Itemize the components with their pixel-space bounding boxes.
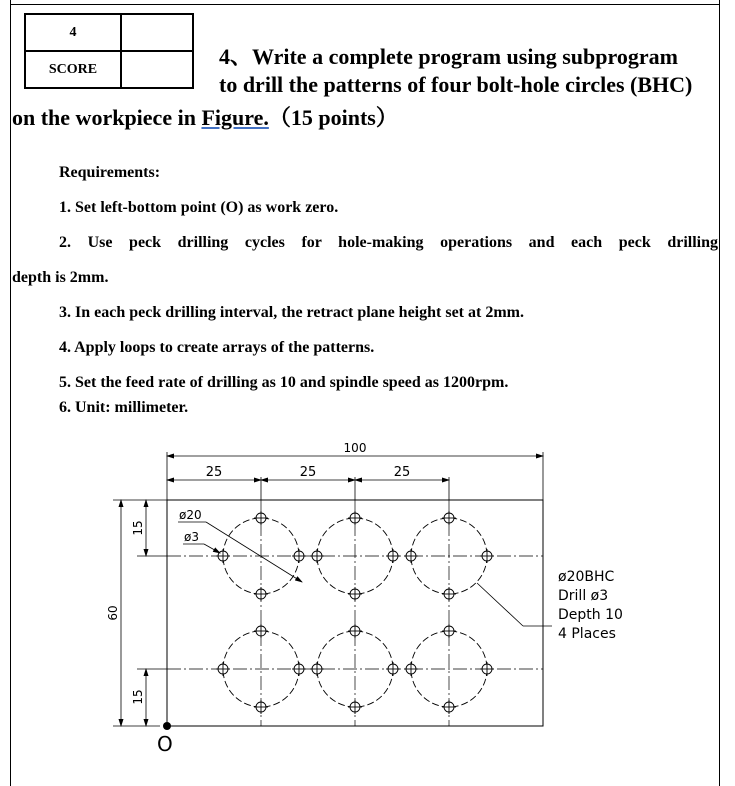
- requirement-1: 1. Set left-bottom point (O) as work zero.: [59, 199, 339, 216]
- dim-total-label: 100: [343, 441, 367, 455]
- question-line-1: 4、Write a complete program using subprogram: [219, 44, 678, 69]
- dim-spacing-label-3: 25: [393, 465, 411, 480]
- score-label-cell: SCORE: [25, 51, 121, 88]
- dim-height-label: 60: [106, 605, 120, 621]
- question-line-3-start: on the workpiece in: [12, 105, 202, 130]
- figure-link[interactable]: Figure.: [201, 105, 269, 130]
- requirements-heading: Requirements:: [59, 164, 161, 181]
- dim-spacing-label-1: 25: [205, 465, 223, 480]
- dim-bottom-label: 15: [131, 689, 145, 705]
- center-lines: [167, 500, 543, 726]
- hole-diameter-label: ø3: [184, 530, 199, 544]
- note-line-1: ø20BHC: [558, 569, 615, 585]
- requirement-6: 6. Unit: millimeter.: [59, 399, 189, 416]
- requirement-4: 4. Apply loops to create arrays of the patterns.: [59, 339, 375, 356]
- requirement-2-line-1: 2. Use peck drilling cycles for hole-making operations and each peck drilling: [59, 234, 718, 251]
- origin-label: O: [157, 732, 173, 756]
- bhc-diameter-label: ø20: [179, 508, 202, 522]
- dim-spacing-label-2: 25: [299, 465, 317, 480]
- question-number-cell: 4: [25, 14, 121, 51]
- origin-point: [163, 722, 171, 730]
- requirement-2-line-2: depth is 2mm.: [12, 269, 109, 286]
- diameter-leaders: [178, 522, 552, 626]
- note-line-2: Drill ø3: [558, 588, 609, 604]
- question-line-3-end: （15 points）: [268, 105, 398, 130]
- requirement-3: 3. In each peck drilling interval, the retract plane height set at 2mm.: [59, 304, 524, 321]
- note-line-4: 4 Places: [558, 626, 616, 642]
- horizontal-dimension-lines: [167, 456, 543, 480]
- dim-top-label: 15: [131, 520, 145, 536]
- question-line-2: to drill the patterns of four bolt-hole circles (BHC): [219, 72, 693, 97]
- extension-lines: [113, 452, 543, 726]
- note-line-3: Depth 10: [558, 607, 623, 623]
- requirement-5: 5. Set the feed rate of drilling as 10 and spindle speed as 1200rpm.: [59, 374, 509, 391]
